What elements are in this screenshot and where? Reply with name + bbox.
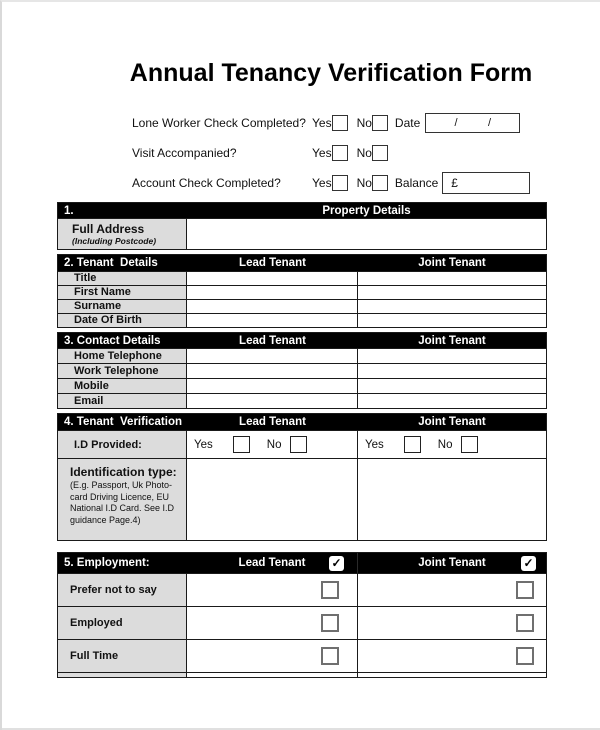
- home-telephone-row: [58, 348, 546, 363]
- title-row: [58, 271, 546, 285]
- section-contact-details: [57, 332, 547, 409]
- account-check-no-checkbox[interactable]: [372, 175, 388, 191]
- work-telephone-joint-input-cell[interactable]: [358, 364, 546, 378]
- yes-label: Yes: [312, 146, 332, 160]
- yes-label: Yes: [312, 116, 332, 130]
- email-label: Email: [58, 394, 187, 408]
- employed-joint-cell: [358, 607, 546, 639]
- first-name-row: [58, 285, 546, 299]
- section2-joint-tenant-header: Joint Tenant: [418, 257, 486, 269]
- visit-accompanied-label: Visit Accompanied?: [132, 146, 237, 160]
- visit-accompanied-no: [357, 145, 388, 161]
- date-of-birth-lead-input-cell[interactable]: [187, 314, 358, 327]
- account-check-row: [132, 168, 600, 198]
- truncated-row-joint-cell: [358, 673, 546, 677]
- full-time-joint-checkbox[interactable]: [516, 647, 534, 665]
- id-provided-joint-yes-checkbox[interactable]: [404, 436, 421, 453]
- full-address-input-cell[interactable]: [187, 219, 546, 249]
- full-address-label: Full Address: [72, 221, 145, 236]
- title-lead-input-cell[interactable]: [187, 272, 358, 285]
- lone-worker-yes: [312, 115, 348, 131]
- identification-type-row: [58, 458, 546, 540]
- work-telephone-lead-input-cell[interactable]: [187, 364, 358, 378]
- section5-lead-header-cell: [187, 553, 358, 573]
- section4-lead-tenant-header: Lead Tenant: [239, 416, 306, 428]
- checkbox-checked-icon: ✓: [329, 556, 344, 571]
- visit-accompanied-yes-checkbox[interactable]: [332, 145, 348, 161]
- no-label: No: [356, 146, 372, 160]
- lone-worker-check-label: Lone Worker Check Completed?: [132, 116, 306, 130]
- section-tenant-verification: [57, 413, 547, 541]
- section5-header: [58, 553, 546, 573]
- surname-lead-input-cell[interactable]: [187, 300, 358, 313]
- title-label: Title: [58, 272, 187, 285]
- lone-worker-no-checkbox[interactable]: [372, 115, 388, 131]
- truncated-row: [58, 672, 546, 677]
- first-name-joint-input-cell[interactable]: [358, 286, 546, 299]
- email-row: [58, 393, 546, 408]
- section4-joint-tenant-header: Joint Tenant: [418, 416, 486, 428]
- truncated-row-label-cell: [58, 673, 187, 677]
- visit-accompanied-yes: [312, 145, 348, 161]
- prefer-not-to-say-label: Prefer not to say: [58, 574, 187, 606]
- section1-number: 1.: [64, 204, 74, 217]
- no-label: No: [266, 438, 282, 451]
- full-address-row: [58, 218, 546, 249]
- employed-label: Employed: [58, 607, 187, 639]
- section-employment: [57, 552, 547, 678]
- prefer-not-to-say-joint-cell: [358, 574, 546, 606]
- account-check-yes-checkbox[interactable]: [332, 175, 348, 191]
- id-provided-lead-no-checkbox[interactable]: [290, 436, 307, 453]
- form-title: Annual Tenancy Verification Form: [129, 59, 533, 87]
- account-check-no: [357, 175, 388, 191]
- full-time-joint-cell: [358, 640, 546, 672]
- id-provided-joint-cell: [358, 431, 546, 458]
- mobile-label: Mobile: [58, 379, 187, 393]
- account-check-yes: [312, 175, 348, 191]
- yes-label: Yes: [365, 438, 384, 451]
- work-telephone-row: [58, 363, 546, 378]
- home-telephone-joint-input-cell[interactable]: [358, 349, 546, 363]
- prefer-not-to-say-lead-cell: [187, 574, 358, 606]
- section-tenant-details: [57, 254, 547, 328]
- date-label: Date: [394, 116, 421, 130]
- top-checks-section: [132, 108, 600, 198]
- identification-type-lead-input-cell[interactable]: [187, 459, 358, 540]
- truncated-row-lead-cell: [187, 673, 358, 677]
- title-joint-input-cell[interactable]: [358, 272, 546, 285]
- section3-header: [58, 333, 546, 348]
- section2-header: [58, 255, 546, 271]
- mobile-joint-input-cell[interactable]: [358, 379, 546, 393]
- full-time-label: Full Time: [58, 640, 187, 672]
- lone-worker-check-row: [132, 108, 600, 138]
- mobile-lead-input-cell[interactable]: [187, 379, 358, 393]
- employed-row: [58, 606, 546, 639]
- lone-worker-yes-checkbox[interactable]: [332, 115, 348, 131]
- email-joint-input-cell[interactable]: [358, 394, 546, 408]
- first-name-lead-input-cell[interactable]: [187, 286, 358, 299]
- visit-accompanied-no-checkbox[interactable]: [372, 145, 388, 161]
- checkbox-checked-icon: ✓: [521, 556, 536, 571]
- prefer-not-to-say-lead-checkbox[interactable]: [321, 581, 339, 599]
- full-time-lead-cell: [187, 640, 358, 672]
- section3-title: 3. Contact Details: [64, 334, 161, 347]
- full-address-label-cell: [58, 219, 187, 249]
- surname-row: [58, 299, 546, 313]
- full-time-row: [58, 639, 546, 672]
- surname-label: Surname: [58, 300, 187, 313]
- no-label: No: [356, 116, 372, 130]
- no-label: No: [437, 438, 453, 451]
- section1-header: [58, 203, 546, 218]
- home-telephone-lead-input-cell[interactable]: [187, 349, 358, 363]
- prefer-not-to-say-row: [58, 573, 546, 606]
- full-time-lead-checkbox[interactable]: [321, 647, 339, 665]
- date-of-birth-label: Date Of Birth: [58, 314, 187, 327]
- account-check-label: Account Check Completed?: [132, 176, 281, 190]
- visit-accompanied-row: [132, 138, 600, 168]
- section3-lead-tenant-header: Lead Tenant: [239, 334, 306, 347]
- email-lead-input-cell[interactable]: [187, 394, 358, 408]
- id-provided-row: [58, 430, 546, 458]
- yes-label: Yes: [312, 176, 332, 190]
- section5-lead-tenant-header: Lead Tenant: [238, 557, 306, 569]
- no-label: No: [356, 176, 372, 190]
- first-name-label: First Name: [58, 286, 187, 299]
- identification-type-label-cell: [58, 459, 187, 540]
- date-field[interactable]: / /: [425, 113, 520, 133]
- section1-title: Property Details: [322, 204, 411, 217]
- surname-joint-input-cell[interactable]: [358, 300, 546, 313]
- section5-joint-header-cell: [358, 553, 546, 573]
- date-of-birth-joint-input-cell[interactable]: [358, 314, 546, 327]
- date-of-birth-row: [58, 313, 546, 327]
- lone-worker-no: [357, 115, 388, 131]
- id-provided-lead-cell: [187, 431, 358, 458]
- section5-title: 5. Employment:: [64, 557, 150, 569]
- id-provided-lead-yes-checkbox[interactable]: [233, 436, 250, 453]
- section4-header: [58, 414, 546, 430]
- employed-joint-checkbox[interactable]: [516, 614, 534, 632]
- section4-title: 4. Tenant Verification: [64, 416, 183, 428]
- section2-lead-tenant-header: Lead Tenant: [239, 257, 306, 269]
- mobile-row: [58, 378, 546, 393]
- full-address-sublabel: (Including Postcode): [72, 235, 157, 246]
- prefer-not-to-say-joint-checkbox[interactable]: [516, 581, 534, 599]
- balance-field[interactable]: £: [442, 172, 530, 194]
- section3-joint-tenant-header: Joint Tenant: [418, 334, 486, 347]
- id-provided-label: I.D Provided:: [58, 431, 187, 458]
- employed-lead-checkbox[interactable]: [321, 614, 339, 632]
- work-telephone-label: Work Telephone: [58, 364, 187, 378]
- home-telephone-label: Home Telephone: [58, 349, 187, 363]
- balance-label: Balance: [394, 176, 439, 190]
- id-provided-joint-no-checkbox[interactable]: [461, 436, 478, 453]
- identification-type-note: (E.g. Passport, Uk Photo-card Driving Licence, EU National I.D Card. See I.D guidance Page.4): [70, 480, 175, 525]
- section-property-details: [57, 202, 547, 250]
- section5-joint-tenant-header: Joint Tenant: [418, 557, 486, 569]
- yes-label: Yes: [194, 438, 213, 451]
- employed-lead-cell: [187, 607, 358, 639]
- section2-title: 2. Tenant Details: [64, 257, 158, 269]
- identification-type-label: Identification type:: [70, 465, 177, 479]
- identification-type-joint-input-cell[interactable]: [358, 459, 546, 540]
